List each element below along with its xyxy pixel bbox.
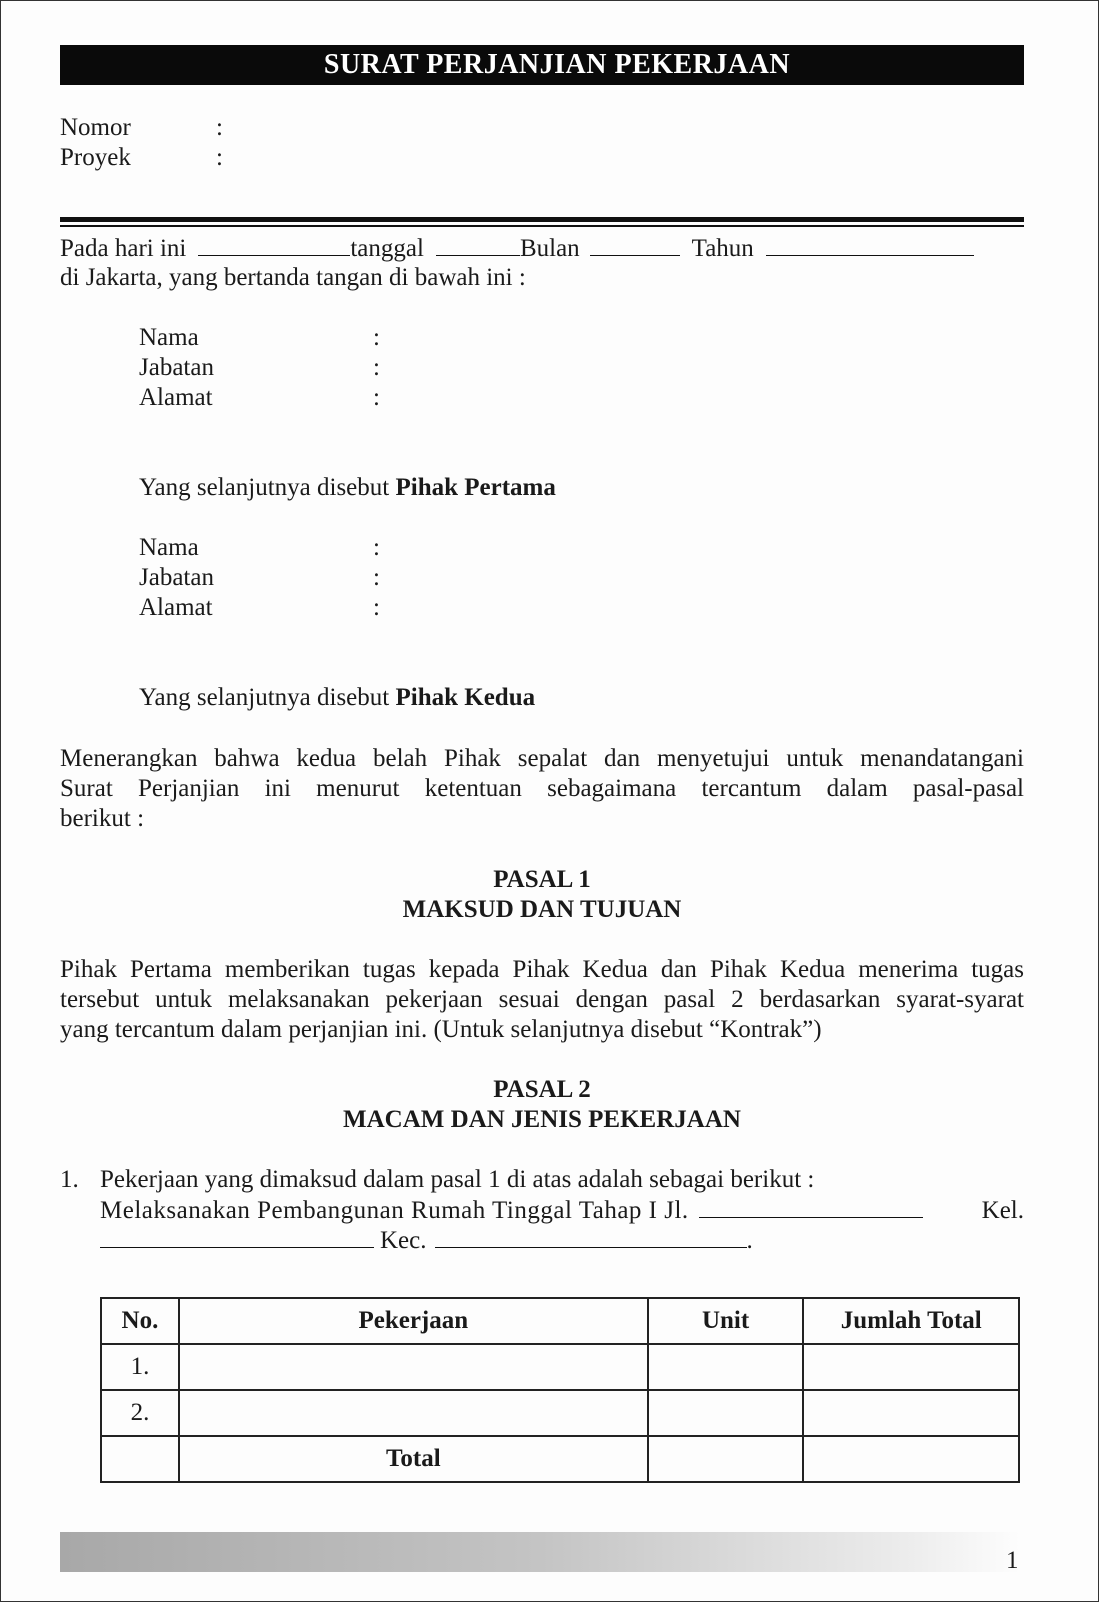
pasal2-item-number: 1.: [60, 1166, 79, 1193]
table-row: [101, 1390, 1019, 1436]
pasal1-body-line: Pihak Pertama memberikan tugas kepada Pihak Kedua dan Pihak Kedua menerima tugas: [60, 956, 1024, 983]
table-row: [101, 1344, 1019, 1390]
cell-pekerjaan: [179, 1344, 648, 1390]
pasal1-body-line: yang tercantum dalam perjanjian ini. (Untuk selanjutnya disebut “Kontrak”): [60, 1016, 822, 1043]
pasal2-item-line3: [100, 1225, 753, 1256]
party1-jabatan-label: Jabatan: [139, 354, 214, 381]
field-separator: :: [373, 564, 380, 591]
document-title-bar: [60, 45, 1024, 85]
pasal2-item-line1: Pekerjaan yang dimaksud dalam pasal 1 di atas adalah sebagai berikut :: [100, 1166, 815, 1193]
cell-unit: [648, 1344, 804, 1390]
party1-alamat-label: Alamat: [139, 384, 213, 411]
pasal2-item-line2: [100, 1195, 1024, 1226]
field-separator: :: [373, 534, 380, 561]
work-table: [100, 1297, 1020, 1483]
pasal1-number: PASAL 1: [493, 866, 591, 893]
footer-gradient-bar: [60, 1532, 1020, 1572]
designation-prefix: Yang selanjutnya disebut: [139, 684, 396, 711]
table-header-row: [101, 1298, 1019, 1344]
pasal2-title: MACAM DAN JENIS PEKERJAAN: [343, 1106, 741, 1133]
line-period: .: [746, 1227, 753, 1254]
header-field-nomor: [60, 113, 131, 143]
cell-no: 1.: [101, 1344, 179, 1390]
intro-bulan: Bulan: [519, 235, 580, 262]
header-field-proyek: [60, 143, 131, 173]
field-label: Proyek: [60, 144, 131, 171]
pasal1-body-line: tersebut untuk melaksanakan pekerjaan sesuai dengan pasal 2 berdasarkan syarat-syarat: [60, 986, 1024, 1013]
cell-unit: [648, 1436, 804, 1482]
party1-nama-label: Nama: [139, 324, 199, 351]
designation-name: Pihak Pertama: [395, 474, 556, 501]
blank-tahun: [766, 233, 974, 256]
statement-line: Surat Perjanjian ini menurut ketentuan sebagaimana tercantum dalam pasal-pasal: [60, 775, 1024, 802]
cell-unit: [648, 1390, 804, 1436]
blank-hari: [198, 233, 350, 256]
header-divider-thick: [60, 217, 1024, 222]
table-total-row: [101, 1436, 1019, 1482]
party1-designation: [139, 473, 556, 503]
cell-jumlah: [803, 1344, 1019, 1390]
intro-tahun: Tahun: [691, 235, 754, 262]
table-header-unit: Unit: [648, 1298, 804, 1344]
pasal1-title: MAKSUD DAN TUJUAN: [402, 896, 682, 923]
item-line2-prefix: Melaksanakan Pembangunan Rumah Tinggal Tahap I Jl.: [100, 1197, 689, 1224]
field-separator: :: [216, 144, 223, 171]
blank-jalan: [699, 1195, 923, 1218]
field-separator: :: [216, 114, 223, 141]
blank-kecamatan: [435, 1225, 747, 1248]
field-label: Nomor: [60, 114, 131, 141]
blank-tanggal: [436, 233, 520, 256]
statement-line: berikut :: [60, 805, 145, 832]
designation-prefix: Yang selanjutnya disebut: [139, 474, 396, 501]
cell-pekerjaan: [179, 1390, 648, 1436]
cell-no: 2.: [101, 1390, 179, 1436]
party2-alamat-label: Alamat: [139, 594, 213, 621]
party2-designation: [139, 683, 535, 713]
label-kec: Kec.: [380, 1227, 427, 1254]
pasal2-number: PASAL 2: [493, 1076, 591, 1103]
header-divider-thin: [60, 225, 1024, 227]
intro-tanggal: tanggal: [350, 235, 424, 262]
party2-jabatan-label: Jabatan: [139, 564, 214, 591]
intro-line-2: di Jakarta, yang bertanda tangan di bawah ini :: [60, 264, 526, 291]
designation-name: Pihak Kedua: [395, 684, 536, 711]
table-header-jumlah-total: Jumlah Total: [803, 1298, 1019, 1344]
cell-total-label: Total: [179, 1436, 648, 1482]
blank-kelurahan: [100, 1225, 374, 1248]
blank-bulan: [590, 233, 680, 256]
document-title: SURAT PERJANJIAN PEKERJAAN: [323, 49, 791, 80]
field-separator: :: [373, 354, 380, 381]
table-header-pekerjaan: Pekerjaan: [179, 1298, 648, 1344]
field-separator: :: [373, 384, 380, 411]
intro-line-date: [60, 233, 1024, 264]
statement-line: Menerangkan bahwa kedua belah Pihak sepalat dan menyetujui untuk menandatangani: [60, 745, 1024, 772]
party2-nama-label: Nama: [139, 534, 199, 561]
field-separator: :: [373, 594, 380, 621]
field-separator: :: [373, 324, 380, 351]
intro-pada-hari-ini: Pada hari ini: [60, 235, 187, 262]
page-number: 1: [1006, 1547, 1019, 1574]
cell-jumlah: [803, 1390, 1019, 1436]
cell-no: [101, 1436, 179, 1482]
label-kel: Kel.: [981, 1197, 1024, 1224]
table-header-no: No.: [101, 1298, 179, 1344]
cell-jumlah: [803, 1436, 1019, 1482]
